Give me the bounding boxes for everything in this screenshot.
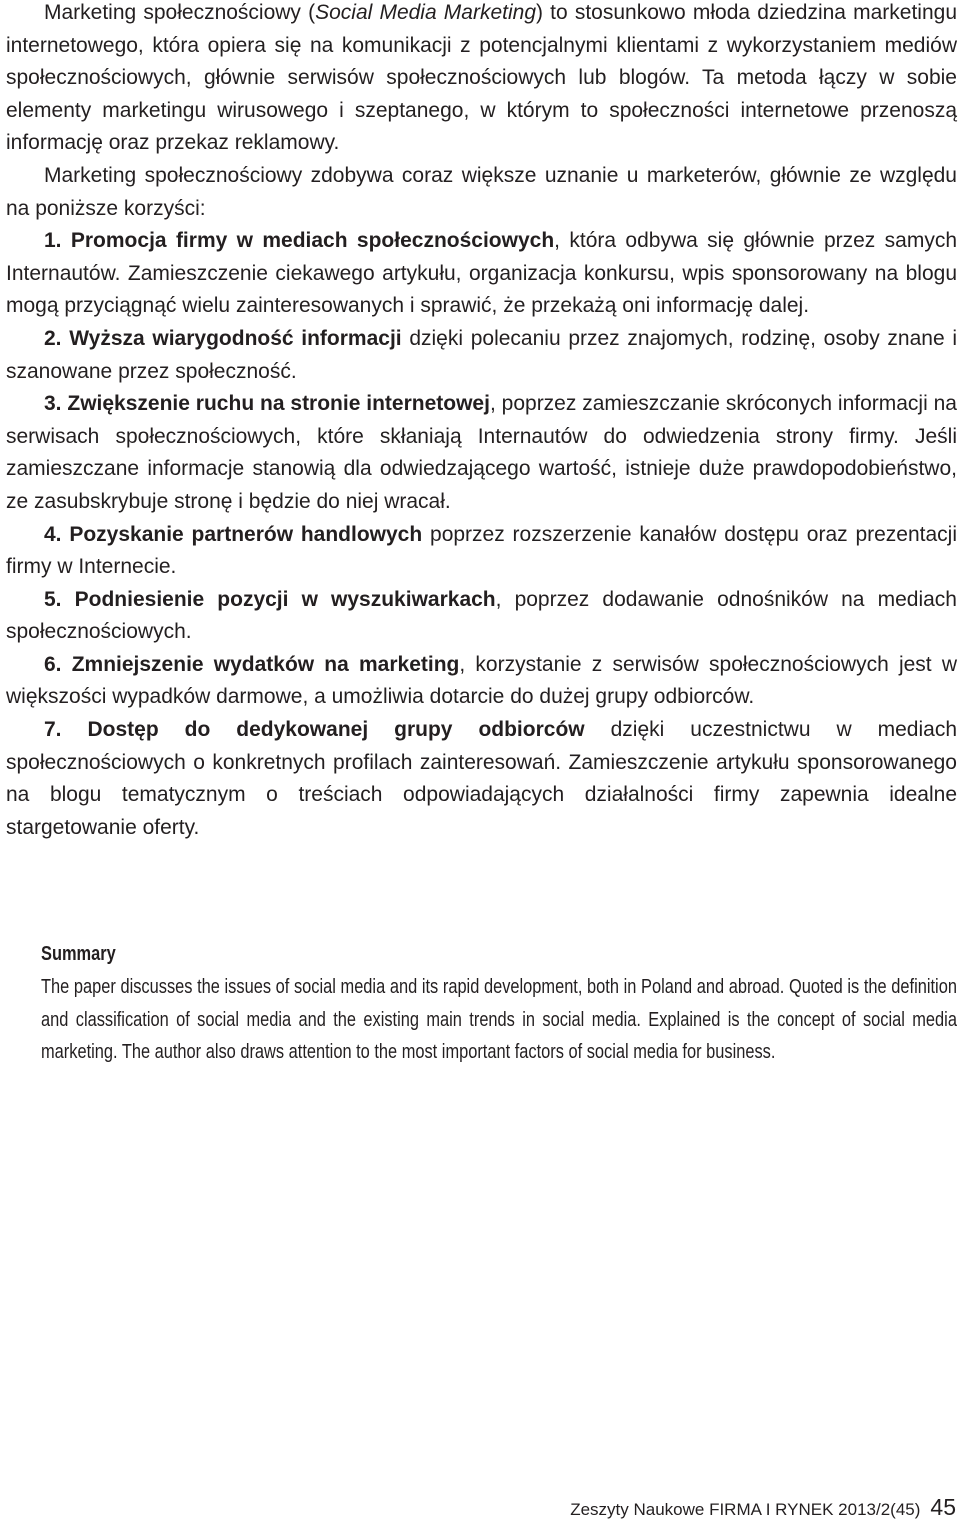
benefit-item [6, 323, 957, 388]
intro-paragraph [6, 0, 957, 160]
summary-heading: Summary [41, 943, 116, 965]
page-number: 45 [930, 1494, 956, 1520]
benefit-text: , która odbywa się głównie przez samych Internautów. Zamieszczenie ciekawego artykułu, organizacja konkursu, wpis sponsorowany na blogu mogą przyciągnąć wielu zainteresowanych i sprawić, że przekażą oni informację dalej. [6, 229, 958, 318]
benefit-title: 5. Podniesienie pozycji w wyszukiwarkach [44, 587, 496, 611]
journal-name: Zeszyty Naukowe FIRMA I RYNEK 2013/2(45) [570, 1500, 921, 1519]
benefit-title: 7. Dostęp do dedykowanej grupy odbiorców [44, 718, 585, 742]
benefit-item [6, 714, 957, 844]
benefits-intro-paragraph: Marketing społecznościowy zdobywa coraz większe uznanie u marketerów, głównie ze względu na poniższe korzyści: [6, 163, 957, 220]
benefit-text: dzięki polecaniu przez znajomych, rodzinę, osoby znane i szanowane przez społeczność. [6, 326, 957, 383]
intro-italic-term: Social Media Marketing [315, 1, 537, 24]
benefit-title: 2. Wyższa wiarygodność informacji [44, 326, 402, 350]
benefit-text: , poprzez zamieszczanie skróconych informacji na serwisach społecznościowych, które skłaniają Internautów do odwiedzenia strony firmy. Jeśli zamieszczane informacje stanowią dla odwiedzającego wartość, istnieje duże prawdopodobieństwo, ze zasubskrybuje stronę i będzie do niej wracał. [6, 392, 957, 513]
benefit-text: poprzez rozszerzenie kanałów dostępu oraz prezentacji firmy w Internecie. [6, 522, 957, 579]
benefit-title: 4. Pozyskanie partnerów handlowych [44, 522, 423, 546]
benefit-item [6, 388, 957, 518]
benefit-text: , korzystanie z serwisów społecznościowych jest w większości wypadków darmowe, a umożliwia dotarcie do dużej grupy odbiorców. [6, 652, 957, 709]
benefit-title: 3. Zwiększenie ruchu na stronie internetowej [44, 392, 490, 416]
benefit-item [6, 225, 957, 323]
benefit-item [6, 649, 957, 714]
intro-text-end: ) to stosunkowo młoda dziedzina marketingu internetowego, która opiera się na komunikacji z potencjalnymi klientami z wykorzystaniem mediów społecznościowych, głównie serwisów społecznościowych lub blogów. Ta metoda łączy w sobie elementy marketingu wirusowego i szeptanego, w którym to społeczności internetowe przenoszą informację oraz przekaz reklamowy. [6, 1, 958, 155]
intro-text-start: Marketing społecznościowy ( [44, 1, 316, 24]
page-footer [570, 1494, 956, 1521]
article-body [6, 0, 957, 844]
summary-section [41, 937, 957, 1069]
benefit-item [6, 519, 957, 584]
benefit-text: dzięki uczestnictwu w mediach społecznościowych o konkretnych profilach zainteresowań. Zamieszczenie artykułu sponsorowanego na blogu tematycznym o treściach odpowiadających działalności firmy zapewnia idealne stargetowanie oferty. [6, 718, 957, 839]
benefit-item [6, 584, 957, 649]
benefit-text: , poprzez dodawanie odnośników na mediach społecznościowych. [6, 587, 957, 644]
benefit-title: 6. Zmniejszenie wydatków na marketing [44, 652, 460, 676]
benefit-title: 1. Promocja firmy w mediach społecznościowych [44, 229, 555, 253]
summary-text: The paper discusses the issues of social media and its rapid development, both in Poland and abroad. Quoted is the definition and classification of social media and the existing main trends in social media. Explained is the concept of social media marketing. The author also draws attention to the most important factors of social media for business. [41, 976, 957, 1063]
